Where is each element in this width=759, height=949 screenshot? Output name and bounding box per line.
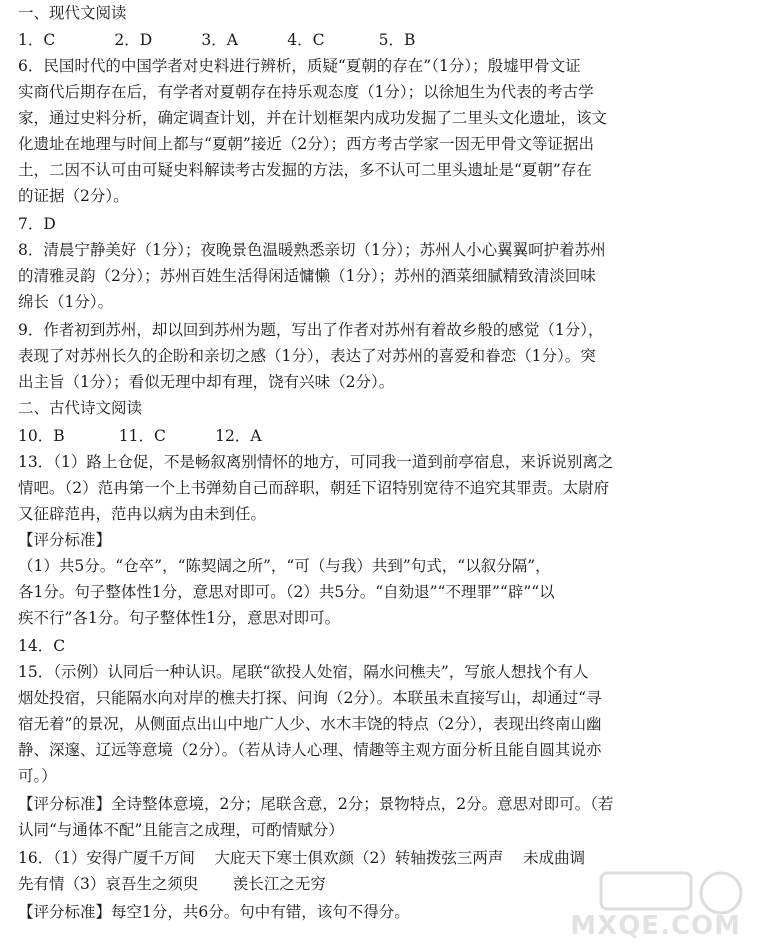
answer-line: 【评分标准】全诗整体意境，2分；尾联含意，2分；景物特点，2分。意思对即可。（若	[18, 795, 614, 813]
answer-line: 9．作者初到苏州，却以回到苏州为题，写出了作者对苏州有着故乡般的感觉（1分），	[18, 321, 604, 339]
answer-line: 疾不行”各1分。句子整体性1分，意思对即可。	[18, 609, 341, 627]
answer-line: 认同“与通体不配”且能言之成理，可酌情赋分）	[18, 821, 344, 839]
answer-line: 实商代后期存在后，有学者对夏朝存在持乐观态度（1分）；以徐旭生为代表的考古学	[18, 83, 594, 101]
answer-line: 10．B 11．C 12．A	[18, 427, 262, 445]
answer-line: 8．清晨宁静美好（1分）；夜晚景色温暖熟悉亲切（1分）；苏州人小心翼翼呵护着苏州	[18, 241, 606, 259]
answer-line: 先有情（3）哀吾生之须臾 羡长江之无穷	[18, 875, 326, 893]
answer-line: 家，通过史料分析，确定调查计划，并在计划框架内成功发掘了二里头文化遗址，该文	[18, 109, 608, 127]
answer-line: 的证据（2分）。	[18, 187, 129, 205]
answer-line: 15．（示例）认同后一种认识。尾联“欲投人处宿，隔水问樵夫”，写旅人想找个有人	[18, 663, 589, 681]
answer-line: 宿无着”的景况，从侧面点出山中地广人少、水木丰饶的特点（2分），表现出终南山幽	[18, 715, 602, 733]
answer-line: 【评分标准】每空1分，共6分。句中有错，该句不得分。	[18, 903, 410, 921]
answer-line: 14．C	[18, 637, 66, 655]
answer-line: 的清雅灵韵（2分）；苏州百姓生活得闲适慵懒（1分）；苏州的酒菜细腻精致清淡回味	[18, 267, 596, 285]
answer-line: （1）共5分。“仓卒”，“陈契阔之所”，“可（与我）共到”句式，“以叙分隔”，	[18, 557, 551, 575]
section-heading-modern: 一、现代文阅读	[18, 4, 127, 22]
answer-line: 1．C 2．D 3．A 4．C 5．B	[18, 31, 416, 49]
answer-line: 7．D	[18, 215, 56, 233]
answer-line: 土，二因不认可由可疑史料解读考古发掘的方法，多不认可二里头遗址是“夏朝”存在	[18, 161, 592, 179]
scoring-standard-label: 【评分标准】	[18, 531, 112, 549]
answer-line: 又征辟范冉，范冉以病为由未到任。	[18, 505, 267, 523]
answer-line: 出主旨（1分）；看似无理中却有理，饶有兴味（2分）。	[18, 373, 395, 391]
watermark-text: MXQE.COM	[570, 911, 741, 941]
section-heading-classical: 二、古代诗文阅读	[18, 399, 143, 417]
watermark-logo	[570, 865, 751, 945]
answer-line: 13．（1）路上仓促，不是畅叙离别情怀的地方，可同我一道到前亭宿息，来诉说别离之	[18, 453, 614, 471]
answer-line: 情吧。（2）范冉第一个上书弹劾自己而辞职，朝廷下诏特别宽待不追究其罪责。太尉府	[18, 479, 610, 497]
answer-line: 静、深邃、辽远等意境（2分）。（若从诗人心理、情趣等主观方面分析且能自圆其说亦	[18, 741, 602, 759]
answer-line: 烟处投宿，只能隔水向对岸的樵夫打探、问询（2分）。本联虽未直接写山，却通过“寻	[18, 689, 602, 707]
answer-line: 绵长（1分）。	[18, 293, 114, 311]
answer-line: 16．（1）安得广厦千万间 大庇天下寒士俱欢颜（2）转轴拨弦三两声 未成曲调	[18, 849, 586, 867]
answer-line: 可。）	[18, 767, 57, 785]
answer-line: 表现了对苏州长久的企盼和亲切之感（1分），表达了对苏州的喜爱和眷恋（1分）。突	[18, 347, 596, 365]
answer-line: 各1分。句子整体性1分，意思对即可。（2）共5分。“自劾退”“不理罪”“辟”“以	[18, 583, 555, 601]
answer-line: 化遗址在地理与时间上都与“夏朝”接近（2分）；西方考古学家一因无甲骨文等证据出	[18, 135, 594, 153]
answer-line: 6．民国时代的中国学者对史料进行辨析，质疑“夏朝的存在”（1分）；殷墟甲骨文证	[18, 57, 581, 75]
